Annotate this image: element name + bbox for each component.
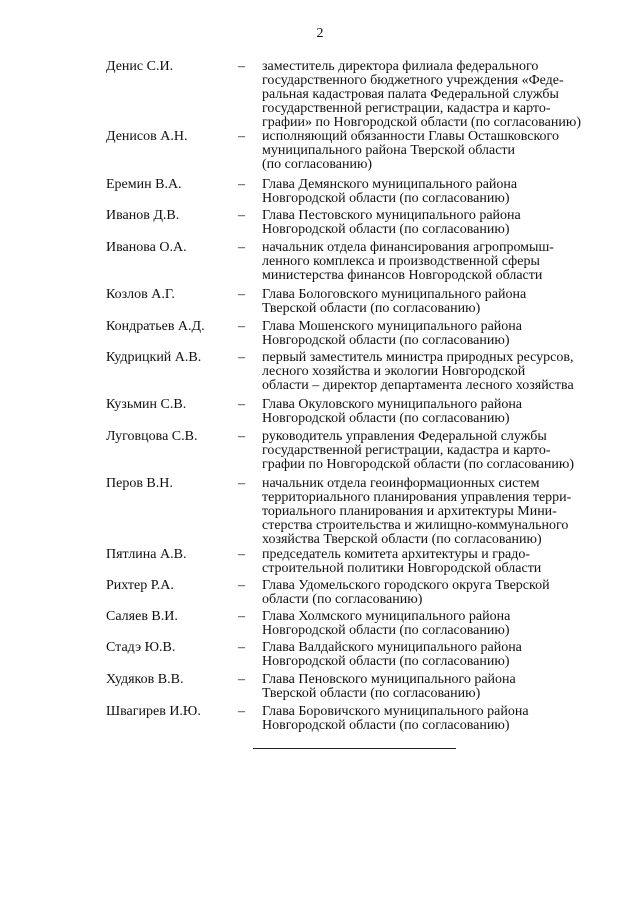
position-line: начальник отдела геоинформационных систем [262,476,540,491]
member-name: Кузьмин С.В. [106,397,187,412]
position-line: Глава Пеновского муниципального района [262,672,516,687]
position-line: первый заместитель министра природных ресурсов, [262,350,574,365]
position-line: Глава Пестовского муниципального района [262,208,521,223]
position-line: Новгородской области (по согласованию) [262,718,510,733]
member-position [262,430,582,472]
position-line: хозяйства Тверской области (по согласованию) [262,532,542,547]
member-name: Худяков В.В. [106,672,184,687]
dash-separator: – [238,704,245,719]
member-position [262,320,582,348]
position-line: области (по согласованию) [262,592,423,607]
dash-separator: – [238,578,245,593]
position-line: Новгородской области (по согласованию) [262,333,510,348]
member-name: Козлов А.Г. [106,287,175,302]
position-line: Глава Окуловского муниципального района [262,397,523,412]
position-line: государственного бюджетного учреждения «Феде- [262,73,564,88]
dash-separator: – [238,129,245,144]
member-name: Саляев В.И. [106,609,178,624]
position-line: Глава Холмского муниципального района [262,609,511,624]
dash-separator: – [238,547,245,562]
position-line: Глава Валдайского муниципального района [262,640,522,655]
member-position [262,548,582,576]
member-position [262,288,582,316]
position-line: строительной политики Новгородской области [262,561,542,576]
member-position [262,641,582,669]
member-position [262,579,582,607]
dash-separator: – [238,59,245,74]
position-line: Глава Мошенского муниципального района [262,319,522,334]
position-line: области – директор департамента лесного хозяйства [262,378,574,393]
position-line: руководитель управления Федеральной службы [262,429,547,444]
position-line: ленного комплекса и производственной сферы [262,254,540,269]
position-line: исполняющий обязанности Главы Осташковского [262,129,559,144]
position-line: председатель комитета архитектуры и градо- [262,547,530,562]
position-line: территориального планирования управления терри- [262,490,572,505]
position-line: Тверской области (по согласованию) [262,686,481,701]
position-line: графии по Новгородской области (по согласованию) [262,457,574,472]
dash-separator: – [238,672,245,687]
member-position [262,398,582,426]
position-line: государственной регистрации, кадастра и карто- [262,101,551,116]
position-line: Глава Бологовского муниципального района [262,287,527,302]
member-name: Пятлина А.В. [106,547,187,562]
member-position [262,209,582,237]
member-name: Иванова О.А. [106,240,187,255]
position-line: стерства строительства и жилищно-коммунального [262,518,569,533]
dash-separator: – [238,240,245,255]
member-name: Стадэ Ю.В. [106,640,176,655]
position-line: Глава Демянского муниципального района [262,177,518,192]
member-position [262,130,582,172]
position-line: заместитель директора филиала федерального [262,59,539,74]
dash-separator: – [238,476,245,491]
member-name: Луговцова С.В. [106,429,198,444]
position-line: графии» по Новгородской области (по согласованию) [262,115,581,130]
member-name: Кондратьев А.Д. [106,319,205,334]
member-position [262,477,582,547]
member-position [262,673,582,701]
member-name: Рихтер Р.А. [106,578,174,593]
page-number: 2 [316,26,324,41]
position-line: лесного хозяйства и экологии Новгородской [262,364,526,379]
position-line: министерства финансов Новгородской области [262,268,543,283]
position-line: Глава Боровичского муниципального района [262,704,529,719]
member-name: Кудрицкий А.В. [106,350,202,365]
member-name: Перов В.Н. [106,476,173,491]
position-line: ральная кадастровая палата Федеральной службы [262,87,559,102]
position-line: ториального планирования и архитектуры Мини- [262,504,557,519]
dash-separator: – [238,350,245,365]
dash-separator: – [238,208,245,223]
position-line: Новгородской области (по согласованию) [262,222,510,237]
dash-separator: – [238,640,245,655]
position-line: Новгородской области (по согласованию) [262,191,510,206]
dash-separator: – [238,319,245,334]
dash-separator: – [238,177,245,192]
member-name: Еремин В.А. [106,177,182,192]
dash-separator: – [238,609,245,624]
member-position [262,178,582,206]
position-line: Глава Удомельского городского округа Тверской [262,578,550,593]
position-line: муниципального района Тверской области [262,143,516,158]
member-name: Денис С.И. [106,59,174,74]
position-line: начальник отдела финансирования агропромыш- [262,240,554,255]
position-line: Тверской области (по согласованию) [262,301,481,316]
member-name: Денисов А.Н. [106,129,188,144]
position-line: государственной регистрации, кадастра и карто- [262,443,551,458]
end-of-list-divider [253,748,456,749]
member-position [262,705,582,733]
position-line: Новгородской области (по согласованию) [262,411,510,426]
dash-separator: – [238,397,245,412]
position-line: Новгородской области (по согласованию) [262,623,510,638]
position-line: Новгородской области (по согласованию) [262,654,510,669]
position-line: (по согласованию) [262,157,373,172]
member-position [262,351,582,393]
member-position [262,610,582,638]
member-position [262,241,582,283]
member-name: Швагирев И.Ю. [106,704,201,719]
dash-separator: – [238,429,245,444]
dash-separator: – [238,287,245,302]
member-name: Иванов Д.В. [106,208,180,223]
member-position [262,60,582,130]
